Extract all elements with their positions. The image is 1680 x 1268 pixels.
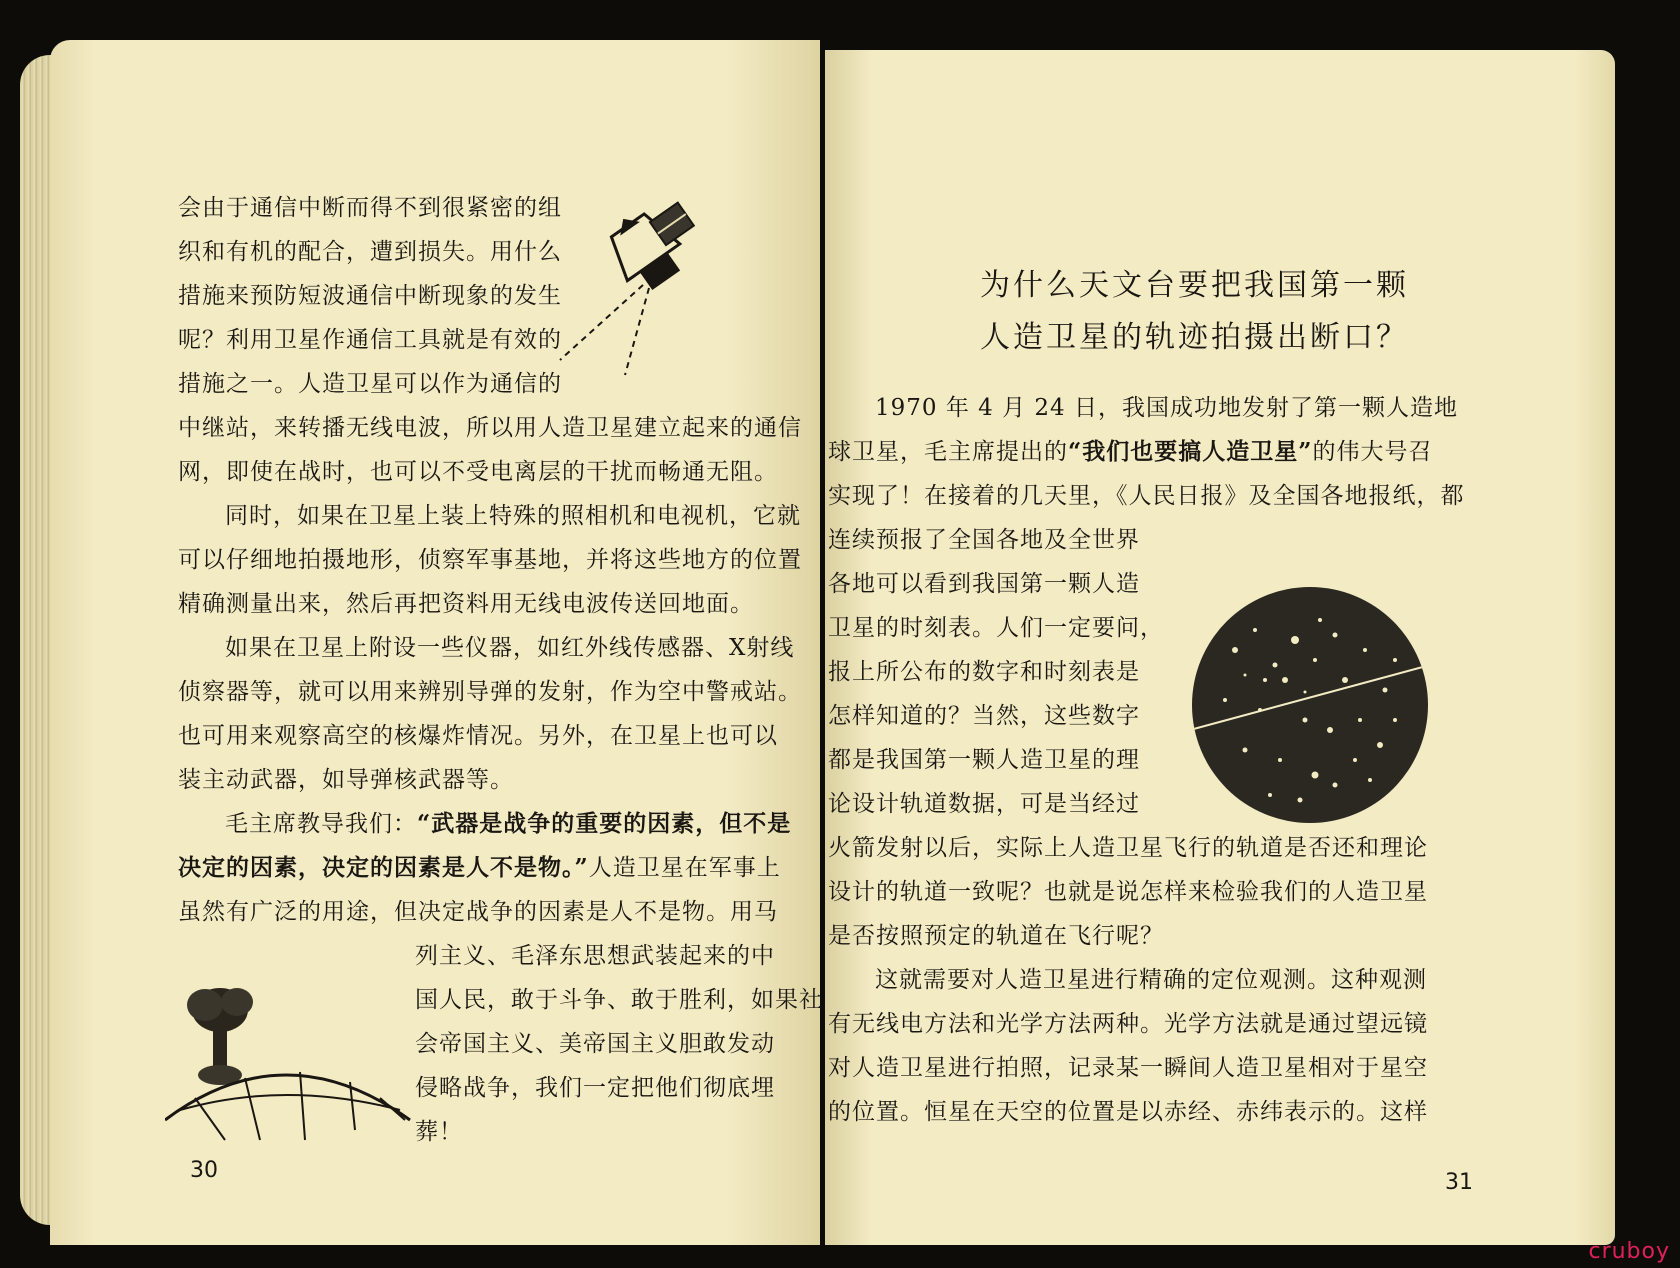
text-line: 都是我国第一颗人造卫星的理	[828, 747, 1140, 773]
text-line: 葬！	[415, 1119, 463, 1145]
text-line	[178, 853, 781, 883]
text-line: 可以仔细地拍摄地形，侦察军事基地，并将这些地方的位置	[178, 547, 802, 573]
text-line: 国人民，敢于斗争、敢于胜利，如果社	[415, 987, 823, 1013]
star-field-photo-illustration	[1185, 580, 1435, 830]
page-number: 30	[190, 1158, 218, 1183]
text-line: 各地可以看到我国第一颗人造	[828, 571, 1140, 597]
text-line: 有无线电方法和光学方法两种。光学方法就是通过望远镜	[828, 1011, 1428, 1037]
text-line	[828, 437, 1432, 467]
text-line: 装主动武器，如导弹核武器等。	[178, 767, 514, 793]
text-span: 人造卫星在军事上	[588, 855, 781, 881]
text-line: 侵略战争，我们一定把他们彻底埋	[415, 1075, 775, 1101]
satellite-illustration	[545, 190, 735, 380]
left-page	[50, 40, 823, 1245]
text-line	[225, 809, 791, 839]
text-line: 这就需要对人造卫星进行精确的定位观测。这种观测	[875, 967, 1427, 993]
text-line: 侦察器等，就可以用来辨别导弹的发射，作为空中警戒站。	[178, 679, 802, 705]
text-span: 球卫星，毛主席提出的	[828, 439, 1068, 465]
text-line: 织和有机的配合，遭到损失。用什么	[178, 239, 562, 265]
text-line: 实现了！在接着的几天里，《人民日报》及全国各地报纸，都	[828, 483, 1465, 509]
text-line: 虽然有广泛的用途，但决定战争的因素是人不是物。用马	[178, 899, 778, 925]
text-line: 精确测量出来，然后再把资料用无线电波传送回地面。	[178, 591, 754, 617]
text-line: 论设计轨道数据，可是当经过	[828, 791, 1140, 817]
text-line: 报上所公布的数字和时刻表是	[828, 659, 1140, 685]
text-line: 对人造卫星进行拍照，记录某一瞬间人造卫星相对于星空	[828, 1055, 1428, 1081]
article-title-line-2: 人造卫星的轨迹拍摄出断口？	[980, 320, 1409, 355]
nuclear-explosion-illustration	[165, 970, 415, 1150]
text-line: 是否按照预定的轨道在飞行呢？	[828, 923, 1164, 949]
text-line: 同时，如果在卫星上装上特殊的照相机和电视机，它就	[225, 503, 801, 529]
text-line: 1970 年 4 月 24 日，我国成功地发射了第一颗人造地	[875, 395, 1458, 421]
text-line: 中继站，来转播无线电波，所以用人造卫星建立起来的通信	[178, 415, 802, 441]
text-line: 如果在卫星上附设一些仪器，如红外线传感器、X射线	[225, 635, 795, 661]
text-line: 怎样知道的？当然，这些数字	[828, 703, 1140, 729]
text-line: 卫星的时刻表。人们一定要问，	[828, 615, 1164, 641]
text-line: 呢？利用卫星作通信工具就是有效的	[178, 327, 562, 353]
text-line: 火箭发射以后，实际上人造卫星飞行的轨道是否还和理论	[828, 835, 1428, 861]
text-line: 措施之一。人造卫星可以作为通信的	[178, 371, 562, 397]
text-line: 的位置。恒星在天空的位置是以赤经、赤纬表示的。这样	[828, 1099, 1428, 1125]
text-line: 列主义、毛泽东思想武装起来的中	[415, 943, 775, 969]
text-line: 会由于通信中断而得不到很紧密的组	[178, 195, 562, 221]
page-number: 31	[1445, 1170, 1473, 1195]
text-line: 网，即使在战时，也可以不受电离层的干扰而畅通无阻。	[178, 459, 778, 485]
quotation-bold: “武器是战争的重要的因素，但不是	[417, 810, 792, 837]
quotation-bold: 决定的因素，决定的因素是人不是物。”	[178, 854, 589, 881]
text-line: 设计的轨道一致呢？也就是说怎样来检验我们的人造卫星	[828, 879, 1428, 905]
text-line: 也可用来观察高空的核爆炸情况。另外，在卫星上也可以	[178, 723, 778, 749]
text-span: 的伟大号召	[1312, 439, 1433, 465]
text-line: 措施来预防短波通信中断现象的发生	[178, 283, 562, 309]
text-line: 会帝国主义、美帝国主义胆敢发动	[415, 1031, 775, 1057]
right-page	[825, 50, 1615, 1245]
watermark: cruboy	[1588, 1239, 1670, 1264]
quotation-bold: “我们也要搞人造卫星”	[1068, 438, 1313, 465]
article-title-line-1: 为什么天文台要把我国第一颗	[980, 268, 1409, 303]
text-line: 连续预报了全国各地及全世界	[828, 527, 1140, 553]
text-span: 毛主席教导我们：	[225, 811, 417, 837]
